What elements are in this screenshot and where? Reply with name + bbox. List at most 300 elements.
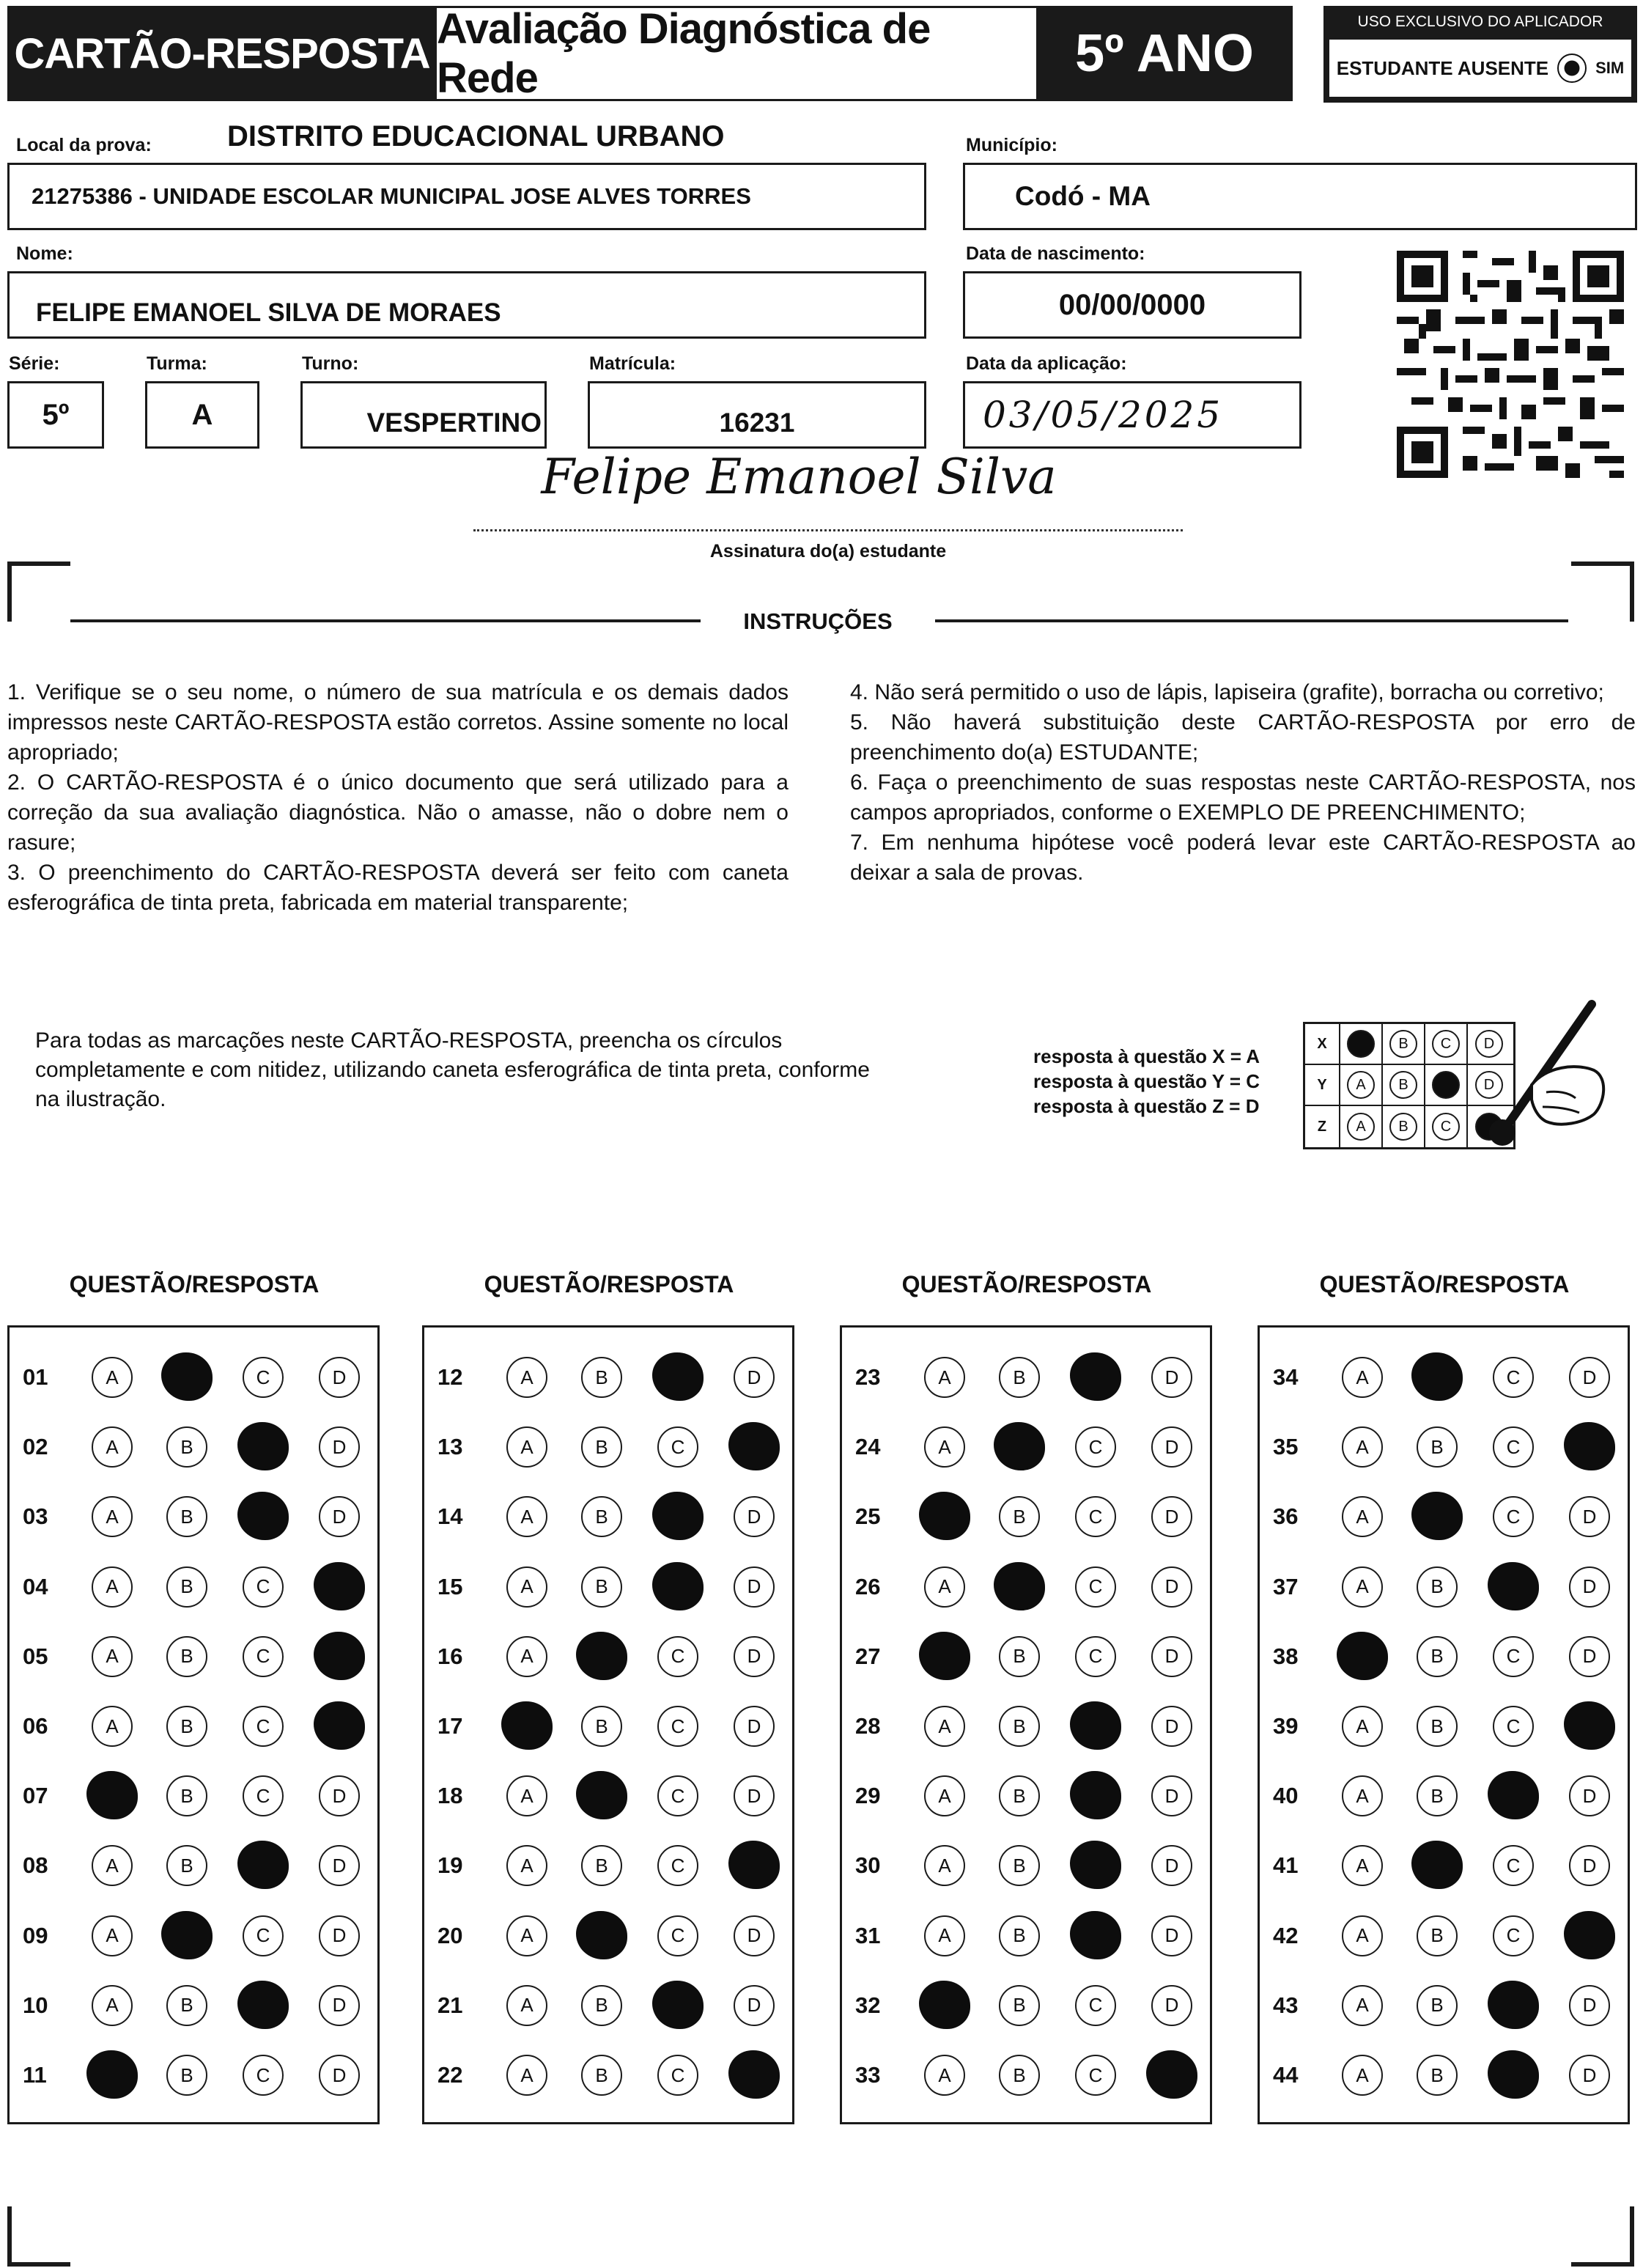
answer-bubble-a[interactable]: A <box>92 1357 133 1398</box>
answer-bubble-d[interactable]: D <box>319 1985 360 2026</box>
answer-bubble-a[interactable]: A <box>924 1426 965 1468</box>
answer-bubble-d[interactable]: D <box>1569 1845 1610 1886</box>
answer-bubble-c[interactable]: C <box>243 1775 284 1816</box>
answer-bubble-b[interactable] <box>161 1911 213 1959</box>
nome-field <box>7 271 926 339</box>
serie-field <box>7 381 104 449</box>
question-number: 15 <box>437 1573 463 1599</box>
answer-bubble-a[interactable]: A <box>506 1566 547 1608</box>
serie-value: 5º <box>42 398 70 431</box>
answer-bubble-a[interactable]: A <box>506 1636 547 1677</box>
answer-bubble-b[interactable]: B <box>999 1636 1040 1677</box>
turma-label: Turma: <box>147 353 207 374</box>
answer-bubble-d[interactable]: D <box>1569 1636 1610 1677</box>
instruction-4: 4. Não será permitido o uso de lápis, lapiseira (grafite), borracha ou corretivo; <box>850 680 1604 704</box>
answer-bubble-d[interactable] <box>728 2050 780 2099</box>
example-legend <box>1033 1044 1282 1119</box>
question-row <box>424 1627 792 1686</box>
answer-bubble-b[interactable]: B <box>166 1845 207 1886</box>
answer-bubble-a[interactable]: A <box>506 1845 547 1886</box>
answer-bubble-b[interactable]: B <box>999 1357 1040 1398</box>
question-row <box>842 1907 1210 1965</box>
answer-bubble-a[interactable]: A <box>92 1706 133 1747</box>
question-number: 19 <box>437 1852 463 1879</box>
answer-bubble-d[interactable]: D <box>1151 1426 1192 1468</box>
example-bubble: B <box>1389 1071 1417 1099</box>
answer-bubble-d[interactable]: D <box>1569 1496 1610 1537</box>
question-number: 24 <box>855 1434 881 1460</box>
answer-bubble-d[interactable]: D <box>734 1775 775 1816</box>
question-row <box>1260 1976 1628 2035</box>
answer-bubble-c[interactable] <box>1488 1562 1539 1610</box>
question-number: 34 <box>1273 1364 1299 1390</box>
municipio-field <box>963 163 1637 230</box>
answer-bubble-c[interactable]: C <box>243 1915 284 1956</box>
question-row <box>842 1558 1210 1616</box>
answer-bubble-a[interactable]: A <box>924 2055 965 2096</box>
question-row <box>1260 2046 1628 2105</box>
column-header: QUESTÃO/RESPOSTA <box>484 1271 734 1297</box>
question-row <box>842 2046 1210 2105</box>
nome-label: Nome: <box>16 243 73 264</box>
answer-bubble-d[interactable]: D <box>734 1566 775 1608</box>
answer-bubble-a[interactable]: A <box>92 1915 133 1956</box>
answer-bubble-b[interactable]: B <box>581 1566 622 1608</box>
answer-bubble-b[interactable]: B <box>581 1357 622 1398</box>
answer-bubble-a[interactable]: A <box>924 1915 965 1956</box>
signature-label: Assinatura do(a) estudante <box>709 541 947 562</box>
municipio-value: Codó - MA <box>1015 181 1151 211</box>
question-number: 28 <box>855 1713 881 1739</box>
answer-bubble-b[interactable]: B <box>999 1775 1040 1816</box>
example-cell <box>1340 1106 1383 1147</box>
answer-bubble-d[interactable]: D <box>734 1706 775 1747</box>
answer-bubble-a[interactable]: A <box>506 1496 547 1537</box>
grade-title: 5º ANO <box>1036 6 1293 101</box>
answer-bubble-c[interactable] <box>1488 2050 1539 2099</box>
answer-bubble-c[interactable]: C <box>1075 2055 1116 2096</box>
answer-bubble-b[interactable]: B <box>166 1636 207 1677</box>
corner-mark-bottom-right <box>1571 2206 1634 2267</box>
answer-bubble-c[interactable]: C <box>657 1706 698 1747</box>
qr-code-graphic <box>1397 251 1624 478</box>
question-row <box>10 1976 377 2035</box>
answer-bubble-c[interactable]: C <box>1493 1636 1534 1677</box>
question-number: 14 <box>437 1503 463 1530</box>
answer-bubble-a[interactable]: A <box>506 1357 547 1398</box>
answer-bubble-d[interactable]: D <box>734 1357 775 1398</box>
instruction-6: 6. Faça o preenchimento de suas respostas neste CARTÃO-RESPOSTA, nos campos apropriados, conforme o EXEMPLO DE PREENCHIMENTO; <box>850 770 1636 825</box>
question-number: 39 <box>1273 1713 1299 1739</box>
answer-bubble-d[interactable]: D <box>1151 1636 1192 1677</box>
question-row <box>842 1836 1210 1895</box>
question-row <box>424 1487 792 1546</box>
answer-bubble-c[interactable] <box>1488 1771 1539 1819</box>
answer-bubble-a[interactable]: A <box>924 1706 965 1747</box>
answer-bubble-a[interactable] <box>501 1701 553 1750</box>
question-row <box>424 1836 792 1895</box>
question-row <box>424 1767 792 1825</box>
turma-value: A <box>191 398 213 431</box>
question-number: 40 <box>1273 1783 1299 1809</box>
question-number: 35 <box>1273 1434 1299 1460</box>
answer-bubble-c[interactable]: C <box>657 1775 698 1816</box>
answer-bubble-b[interactable]: B <box>166 1496 207 1537</box>
applicator-caption: USO EXCLUSIVO DO APLICADOR <box>1357 13 1603 30</box>
answer-bubble-b[interactable]: B <box>1417 2055 1458 2096</box>
answer-bubble-c[interactable]: C <box>657 1845 698 1886</box>
answer-bubble-b[interactable] <box>994 1422 1045 1470</box>
answer-bubble-a[interactable]: A <box>506 1985 547 2026</box>
answer-bubble-d[interactable]: D <box>319 1496 360 1537</box>
question-number: 32 <box>855 1992 881 2018</box>
answer-bubble-b[interactable]: B <box>1417 1775 1458 1816</box>
answer-bubble-d[interactable]: D <box>319 1845 360 1886</box>
question-number: 20 <box>437 1922 463 1948</box>
answer-bubble-d[interactable]: D <box>1151 1985 1192 2026</box>
answer-bubble-a[interactable]: A <box>1342 1775 1383 1816</box>
answer-bubble-b[interactable]: B <box>166 1775 207 1816</box>
answer-bubble-c[interactable] <box>1070 1911 1121 1959</box>
answer-bubble-d[interactable]: D <box>734 1915 775 1956</box>
answer-bubble-c[interactable]: C <box>1075 1985 1116 2026</box>
answer-bubble-c[interactable]: C <box>243 1636 284 1677</box>
answer-bubble-c[interactable]: C <box>243 2055 284 2096</box>
answer-bubble-c[interactable] <box>652 1492 704 1540</box>
answer-bubble-d[interactable]: D <box>319 1915 360 1956</box>
question-row <box>10 1767 377 1825</box>
answer-bubble-a[interactable]: A <box>506 1775 547 1816</box>
turno-label: Turno: <box>302 353 359 374</box>
answer-bubble-b[interactable]: B <box>581 1426 622 1468</box>
instructions-rule-right <box>935 619 1568 622</box>
answer-bubble-d[interactable]: D <box>1151 1915 1192 1956</box>
turno-value: VESPERTINO <box>366 408 542 438</box>
answer-bubble-b[interactable]: B <box>999 2055 1040 2096</box>
question-number: 36 <box>1273 1503 1299 1530</box>
answer-bubble-d[interactable] <box>1564 1701 1615 1750</box>
answer-bubble-a[interactable] <box>919 1632 970 1680</box>
answer-bubble-c[interactable]: C <box>657 1915 698 1956</box>
answer-bubble-c[interactable]: C <box>1493 1496 1534 1537</box>
answer-bubble-a[interactable]: A <box>1342 1426 1383 1468</box>
answer-bubble-b[interactable]: B <box>581 1496 622 1537</box>
applicator-box <box>1323 6 1637 103</box>
answer-bubble-c[interactable]: C <box>243 1357 284 1398</box>
answer-bubble-c[interactable] <box>1070 1841 1121 1889</box>
aplicacao-value: 03/05/2025 <box>983 394 1224 436</box>
answer-bubble-d[interactable]: D <box>1151 1706 1192 1747</box>
answer-bubble-d[interactable] <box>728 1422 780 1470</box>
answer-bubble-c[interactable]: C <box>1075 1636 1116 1677</box>
answer-column <box>840 1325 1212 2124</box>
example-row-label: X <box>1305 1024 1340 1064</box>
answer-bubble-b[interactable]: B <box>166 1985 207 2026</box>
answer-bubble-d[interactable]: D <box>1151 1566 1192 1608</box>
qr-code <box>1397 251 1624 478</box>
question-row <box>842 1348 1210 1407</box>
instruction-5: 5. Não haverá substituição deste CARTÃO-RESPOSTA por erro de preenchimento do(a) ESTUDANTE; <box>850 710 1636 765</box>
question-number: 09 <box>23 1922 48 1948</box>
answer-bubble-c[interactable]: C <box>1493 1706 1534 1747</box>
example-bubble: C <box>1432 1030 1460 1058</box>
answer-bubble-a[interactable]: A <box>92 1636 133 1677</box>
answer-bubble-d[interactable]: D <box>734 1985 775 2026</box>
answer-bubble-c[interactable] <box>1070 1352 1121 1401</box>
answer-bubble-d[interactable]: D <box>1151 1775 1192 1816</box>
answer-bubble-b[interactable] <box>576 1632 627 1680</box>
answer-bubble-b[interactable]: B <box>999 1985 1040 2026</box>
question-number: 29 <box>855 1783 881 1809</box>
answer-bubble-a[interactable]: A <box>506 1426 547 1468</box>
hand-pen-icon <box>1466 997 1612 1151</box>
example-bubble <box>1347 1030 1375 1058</box>
answer-bubble-b[interactable]: B <box>581 1985 622 2026</box>
answer-bubble-a[interactable]: A <box>92 1426 133 1468</box>
example-bubble: A <box>1347 1113 1375 1141</box>
answer-bubble-c[interactable]: C <box>1493 1357 1534 1398</box>
answer-bubble-d[interactable] <box>314 1701 365 1750</box>
answer-bubble-b[interactable] <box>161 1352 213 1401</box>
example-legend-z: resposta à questão Z = D <box>1033 1095 1260 1117</box>
answer-bubble-a[interactable] <box>919 1981 970 2029</box>
answer-bubble-a[interactable]: A <box>1342 1706 1383 1747</box>
answer-bubble-d[interactable]: D <box>319 2055 360 2096</box>
nascimento-field <box>963 271 1302 339</box>
answer-bubble-a[interactable]: A <box>506 1915 547 1956</box>
example-bubble: A <box>1347 1071 1375 1099</box>
answer-bubble-b[interactable] <box>1411 1492 1463 1540</box>
question-row <box>1260 1907 1628 1965</box>
municipio-label: Município: <box>966 135 1057 155</box>
question-number: 02 <box>23 1434 48 1460</box>
example-legend-x: resposta à questão X = A <box>1033 1045 1260 1067</box>
answer-bubble-d[interactable] <box>314 1632 365 1680</box>
answer-bubble-b[interactable] <box>576 1911 627 1959</box>
answer-bubble-c[interactable]: C <box>1493 1915 1534 1956</box>
answer-bubble-c[interactable]: C <box>657 2055 698 2096</box>
answer-bubble-c[interactable]: C <box>1075 1426 1116 1468</box>
answer-bubble-c[interactable] <box>652 1562 704 1610</box>
question-row <box>842 1418 1210 1476</box>
question-number: 41 <box>1273 1852 1299 1879</box>
answer-bubble-a[interactable]: A <box>924 1775 965 1816</box>
answer-bubble-a[interactable]: A <box>1342 2055 1383 2096</box>
answer-bubble-a[interactable] <box>86 1771 138 1819</box>
answer-bubble-c[interactable] <box>237 1981 289 2029</box>
answer-bubble-c[interactable]: C <box>243 1566 284 1608</box>
answer-bubble-b[interactable]: B <box>581 1706 622 1747</box>
question-row <box>1260 1836 1628 1895</box>
example-legend-y: resposta à questão Y = C <box>1033 1070 1260 1092</box>
question-row <box>10 1697 377 1756</box>
answer-bubble-a[interactable]: A <box>1342 1915 1383 1956</box>
answer-bubble-a[interactable]: A <box>1342 1496 1383 1537</box>
nascimento-value: 00/00/0000 <box>1058 288 1206 321</box>
question-number: 13 <box>437 1434 463 1460</box>
answer-bubble-b[interactable] <box>1411 1841 1463 1889</box>
question-number: 26 <box>855 1573 881 1599</box>
signature-line <box>473 529 1183 531</box>
answer-bubble-a[interactable]: A <box>506 2055 547 2096</box>
question-row <box>842 1627 1210 1686</box>
example-bubble: B <box>1389 1113 1417 1141</box>
answer-bubble-c[interactable]: C <box>1493 1845 1534 1886</box>
nome-value: FELIPE EMANOEL SILVA DE MORAES <box>36 298 501 327</box>
answer-bubble-a[interactable]: A <box>924 1845 965 1886</box>
question-number: 01 <box>23 1364 48 1390</box>
answer-bubble-b[interactable]: B <box>1417 1566 1458 1608</box>
question-number: 10 <box>23 1992 48 2018</box>
answer-bubble-d[interactable]: D <box>734 1496 775 1537</box>
answer-bubble-c[interactable] <box>237 1841 289 1889</box>
question-number: 31 <box>855 1922 881 1948</box>
answer-bubble-a[interactable]: A <box>924 1357 965 1398</box>
answer-bubble-c[interactable]: C <box>1075 1566 1116 1608</box>
exam-title: Avaliação Diagnóstica de Rede <box>437 6 1036 101</box>
question-row <box>842 1697 1210 1756</box>
example-row-label: Y <box>1305 1065 1340 1105</box>
answer-bubble-a[interactable]: A <box>924 1566 965 1608</box>
answer-bubble-d[interactable]: D <box>1151 1357 1192 1398</box>
question-row <box>842 1976 1210 2035</box>
answer-bubble-c[interactable]: C <box>657 1636 698 1677</box>
answer-bubble-a[interactable]: A <box>1342 1985 1383 2026</box>
answer-bubble-c[interactable] <box>237 1422 289 1470</box>
answer-bubble-b[interactable] <box>1411 1352 1463 1401</box>
answer-bubble-a[interactable]: A <box>1342 1845 1383 1886</box>
question-row <box>1260 1767 1628 1825</box>
answer-bubble-d[interactable]: D <box>1569 1566 1610 1608</box>
answer-bubble-b[interactable]: B <box>166 2055 207 2096</box>
signature: Felipe Emanoel Silva <box>541 449 1057 505</box>
answer-bubble-b[interactable]: B <box>581 1845 622 1886</box>
answer-bubble-d[interactable]: D <box>1151 1845 1192 1886</box>
answer-column <box>7 1325 380 2124</box>
answer-bubble-d[interactable] <box>1146 2050 1197 2099</box>
answer-bubble-b[interactable]: B <box>999 1845 1040 1886</box>
example-row-label: Z <box>1305 1106 1340 1147</box>
question-row <box>1260 1418 1628 1476</box>
answer-bubble-d[interactable]: D <box>1569 1357 1610 1398</box>
column-header: QUESTÃO/RESPOSTA <box>69 1271 320 1297</box>
example-bubble: D <box>1475 1071 1503 1099</box>
answer-bubble-b[interactable]: B <box>1417 1985 1458 2026</box>
answer-bubble-d[interactable]: D <box>319 1357 360 1398</box>
question-row <box>424 1907 792 1965</box>
answer-bubble-b[interactable]: B <box>1417 1915 1458 1956</box>
answer-bubble-d[interactable] <box>314 1562 365 1610</box>
answer-bubble-a[interactable]: A <box>92 1845 133 1886</box>
answer-bubble-d[interactable] <box>1564 1911 1615 1959</box>
answer-bubble-b[interactable]: B <box>999 1915 1040 1956</box>
answer-bubble-b[interactable]: B <box>166 1706 207 1747</box>
instruction-7: 7. Em nenhuma hipótese você poderá levar este CARTÃO-RESPOSTA ao deixar a sala de provas. <box>850 831 1636 885</box>
answer-bubble-b[interactable]: B <box>1417 1706 1458 1747</box>
answer-bubble-a[interactable]: A <box>92 1496 133 1537</box>
answer-bubble-a[interactable]: A <box>92 1985 133 2026</box>
answer-bubble-c[interactable]: C <box>1493 1426 1534 1468</box>
answer-bubble-c[interactable] <box>1488 1981 1539 2029</box>
question-number: 27 <box>855 1643 881 1669</box>
answer-bubble-a[interactable]: A <box>92 1566 133 1608</box>
question-number: 43 <box>1273 1992 1299 2018</box>
question-row <box>10 1558 377 1616</box>
answer-bubble-b[interactable]: B <box>1417 1636 1458 1677</box>
answer-bubble-b[interactable] <box>994 1562 1045 1610</box>
example-bubble: D <box>1475 1030 1503 1058</box>
absent-option: SIM <box>1595 59 1625 77</box>
question-number: 23 <box>855 1364 881 1390</box>
question-row <box>10 2046 377 2105</box>
answer-bubble-b[interactable]: B <box>999 1706 1040 1747</box>
answer-bubble-a[interactable] <box>86 2050 138 2099</box>
answer-bubble-c[interactable]: C <box>243 1706 284 1747</box>
example-cell <box>1383 1065 1425 1105</box>
question-row <box>842 1767 1210 1825</box>
answer-bubble-c[interactable] <box>237 1492 289 1540</box>
answer-bubble-d[interactable]: D <box>1569 1985 1610 2026</box>
example-bubble <box>1432 1071 1460 1099</box>
answer-bubble-b[interactable]: B <box>1417 1426 1458 1468</box>
answer-bubble-b[interactable]: B <box>166 1566 207 1608</box>
answer-column <box>422 1325 794 2124</box>
absent-bubble[interactable] <box>1557 54 1587 83</box>
answer-bubble-a[interactable]: A <box>1342 1357 1383 1398</box>
question-row <box>424 1348 792 1407</box>
answer-bubble-d[interactable]: D <box>734 1636 775 1677</box>
question-number: 07 <box>23 1783 48 1809</box>
answer-bubble-c[interactable] <box>652 1352 704 1401</box>
answer-bubble-d[interactable]: D <box>1569 2055 1610 2096</box>
question-number: 11 <box>23 2062 47 2088</box>
question-number: 33 <box>855 2062 881 2088</box>
question-row <box>842 1487 1210 1546</box>
answer-bubble-d[interactable] <box>1564 1422 1615 1470</box>
answer-bubble-b[interactable] <box>576 1771 627 1819</box>
question-row <box>10 1836 377 1895</box>
answer-bubble-c[interactable]: C <box>1075 1496 1116 1537</box>
question-row <box>10 1627 377 1686</box>
answer-bubble-c[interactable] <box>1070 1701 1121 1750</box>
corner-mark-top-right <box>1571 562 1634 622</box>
answer-bubble-a[interactable]: A <box>1342 1566 1383 1608</box>
answer-bubble-d[interactable]: D <box>319 1775 360 1816</box>
answer-bubble-d[interactable] <box>728 1841 780 1889</box>
answer-bubble-b[interactable]: B <box>581 2055 622 2096</box>
answer-bubble-d[interactable]: D <box>1151 1496 1192 1537</box>
corner-mark-bottom-left <box>7 2206 70 2267</box>
example-cell <box>1340 1024 1383 1064</box>
question-number: 37 <box>1273 1573 1299 1599</box>
school-value: 21275386 - UNIDADE ESCOLAR MUNICIPAL JOSE ALVES TORRES <box>32 183 751 209</box>
answer-bubble-c[interactable]: C <box>657 1426 698 1468</box>
answer-bubble-c[interactable] <box>652 1981 704 2029</box>
answer-bubble-c[interactable] <box>1070 1771 1121 1819</box>
answer-bubble-d[interactable]: D <box>319 1426 360 1468</box>
answer-bubble-b[interactable]: B <box>999 1496 1040 1537</box>
answer-bubble-d[interactable]: D <box>1569 1775 1610 1816</box>
answer-bubble-b[interactable]: B <box>166 1426 207 1468</box>
matricula-label: Matrícula: <box>589 353 676 374</box>
absent-field[interactable] <box>1329 40 1631 97</box>
question-row <box>10 1907 377 1965</box>
answer-bubble-a[interactable] <box>1337 1632 1388 1680</box>
question-number: 44 <box>1273 2062 1299 2088</box>
question-number: 18 <box>437 1783 463 1809</box>
question-row <box>424 1418 792 1476</box>
answer-bubble-a[interactable] <box>919 1492 970 1540</box>
